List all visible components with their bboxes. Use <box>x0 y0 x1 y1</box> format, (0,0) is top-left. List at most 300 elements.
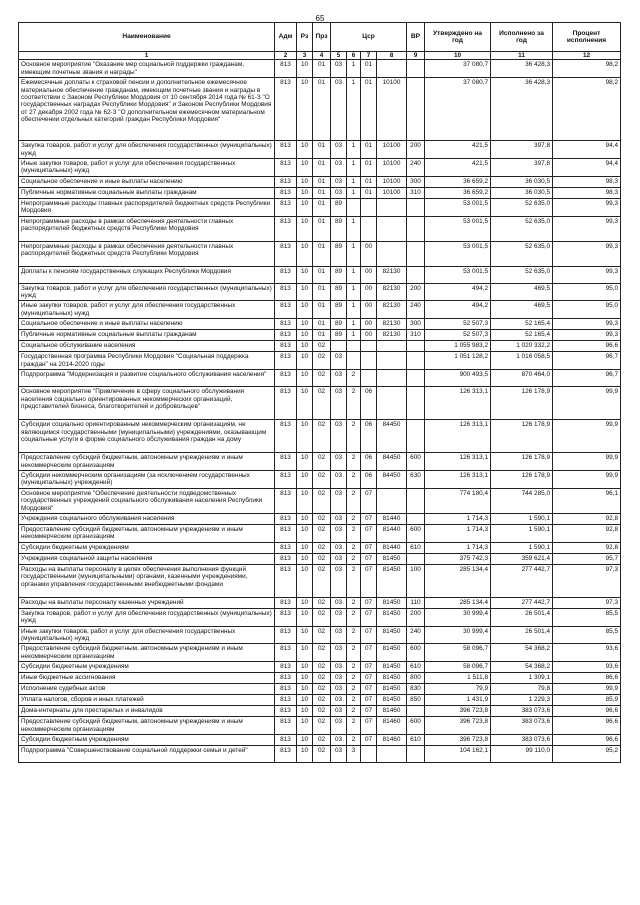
row-fact: 126 178,9 <box>491 387 553 420</box>
row-csr-subprogram <box>347 352 361 370</box>
row-plan: 494,2 <box>425 283 491 301</box>
row-plan: 104 162,1 <box>425 746 491 763</box>
row-csr-event: 01 <box>361 187 377 198</box>
row-csr-subprogram: 2 <box>347 524 361 542</box>
row-prz: 02 <box>313 695 331 706</box>
row-adm: 813 <box>275 553 297 564</box>
row-csr-program: 03 <box>331 706 347 717</box>
row-csr-program: 03 <box>331 644 347 662</box>
table-row <box>19 420 621 453</box>
row-adm: 813 <box>275 695 297 706</box>
row-csr-direction: 81450 <box>377 626 407 644</box>
row-pct: 95,2 <box>553 746 621 763</box>
row-fact: 52 165,4 <box>491 319 553 330</box>
row-adm: 813 <box>275 420 297 453</box>
row-csr-program: 03 <box>331 695 347 706</box>
row-csr-event <box>361 341 377 352</box>
row-rz: 10 <box>297 319 313 330</box>
row-adm: 813 <box>275 673 297 684</box>
row-csr-subprogram: 1 <box>347 266 361 283</box>
row-fact: 36 428,3 <box>491 60 553 78</box>
row-csr-subprogram: 2 <box>347 470 361 488</box>
row-vr: 610 <box>407 662 425 673</box>
row-csr-direction: 81450 <box>377 644 407 662</box>
row-prz: 01 <box>313 266 331 283</box>
row-csr-program: 03 <box>331 141 347 159</box>
row-csr-event: 07 <box>361 644 377 662</box>
row-pct: 92,8 <box>553 513 621 524</box>
row-name: Ежемесячные доплаты к страховой пенсии и дополнительное ежемесячное материальное обеспечение гражданам, имеющим почетные звания и награды в соответствии с Законом Республики Мордовия от 10 сентября 2014 года № 61-З "О государственных наградах Республики Мордовия" и Законом Республики Мордовия от 27 декабря 2002 года № 62-З "О дополнительном ежемесячном материальном обеспечении отдельных категорий граждан Республики Мордовия" <box>19 78 275 141</box>
row-plan: 53 001,5 <box>425 266 491 283</box>
row-name: Субсидии некоммерческим организациям (за исключением государственных (муниципальных) учреждений) <box>19 470 275 488</box>
row-csr-event: 00 <box>361 266 377 283</box>
row-plan: 285 134,4 <box>425 564 491 597</box>
row-pct: 98,3 <box>553 176 621 187</box>
row-fact: 126 178,9 <box>491 420 553 453</box>
row-name: Подпрограмма "Модернизация и развитие социального обслуживания населения" <box>19 370 275 387</box>
row-csr-event <box>361 198 377 216</box>
row-vr <box>407 241 425 266</box>
table-row <box>19 717 621 735</box>
budget-table <box>18 22 621 763</box>
row-adm: 813 <box>275 341 297 352</box>
row-vr <box>407 746 425 763</box>
row-rz: 10 <box>297 597 313 608</box>
row-rz: 10 <box>297 420 313 453</box>
row-csr-direction <box>377 241 407 266</box>
row-csr-program: 03 <box>331 626 347 644</box>
row-pct: 98,2 <box>553 78 621 141</box>
row-prz: 02 <box>313 470 331 488</box>
column-number: 10 <box>425 52 491 60</box>
row-adm: 813 <box>275 470 297 488</box>
row-adm: 813 <box>275 746 297 763</box>
row-csr-program: 03 <box>331 542 347 553</box>
row-pct: 95,7 <box>553 553 621 564</box>
table-row <box>19 330 621 341</box>
column-number: 6 <box>347 52 361 60</box>
header-rz: Рз <box>297 23 313 52</box>
table-row <box>19 159 621 177</box>
row-fact: 79,8 <box>491 684 553 695</box>
row-adm: 813 <box>275 564 297 597</box>
row-plan: 1 714,3 <box>425 542 491 553</box>
row-rz: 10 <box>297 198 313 216</box>
row-prz: 02 <box>313 597 331 608</box>
row-csr-direction: 84450 <box>377 453 407 471</box>
row-csr-event: 07 <box>361 608 377 626</box>
row-plan: 52 507,3 <box>425 330 491 341</box>
row-adm: 813 <box>275 488 297 513</box>
row-prz: 02 <box>313 626 331 644</box>
row-prz: 02 <box>313 644 331 662</box>
row-fact: 1 229,3 <box>491 695 553 706</box>
row-pct: 98,2 <box>553 60 621 78</box>
row-pct: 99,3 <box>553 241 621 266</box>
row-csr-program: 89 <box>331 283 347 301</box>
row-name: Государственная программа Республики Мордовия "Социальная поддержка граждан" на 2014-2020 годы <box>19 352 275 370</box>
row-prz: 02 <box>313 684 331 695</box>
row-csr-event: 07 <box>361 553 377 564</box>
row-csr-event: 01 <box>361 60 377 78</box>
header-csr: Цср <box>331 23 407 52</box>
row-prz: 02 <box>313 524 331 542</box>
row-rz: 10 <box>297 662 313 673</box>
row-csr-program: 89 <box>331 301 347 319</box>
row-vr: 110 <box>407 597 425 608</box>
row-csr-event: 06 <box>361 453 377 471</box>
row-name: Дома-интернаты для престарелых и инвалидов <box>19 706 275 717</box>
row-prz: 01 <box>313 301 331 319</box>
table-row <box>19 513 621 524</box>
row-plan: 396 723,8 <box>425 735 491 746</box>
row-csr-event: 07 <box>361 524 377 542</box>
table-row <box>19 341 621 352</box>
row-csr-program: 89 <box>331 198 347 216</box>
row-fact: 52 635,0 <box>491 266 553 283</box>
row-name: Иные закупки товаров, работ и услуг для обеспечения государственных (муниципальных) нужд <box>19 626 275 644</box>
row-csr-program: 03 <box>331 717 347 735</box>
row-rz: 10 <box>297 241 313 266</box>
row-csr-direction: 10100 <box>377 78 407 141</box>
row-csr-event: 06 <box>361 420 377 453</box>
row-fact: 870 464,0 <box>491 370 553 387</box>
row-name: Предоставление субсидий бюджетным, автономным учреждениям и иным некоммерческим организациям <box>19 453 275 471</box>
column-number: 3 <box>297 52 313 60</box>
row-csr-direction: 81440 <box>377 513 407 524</box>
row-name: Учреждения социальной защиты населения <box>19 553 275 564</box>
row-prz: 02 <box>313 542 331 553</box>
row-rz: 10 <box>297 673 313 684</box>
table-row <box>19 662 621 673</box>
row-prz: 02 <box>313 341 331 352</box>
header-row <box>19 23 621 52</box>
row-vr: 630 <box>407 470 425 488</box>
row-plan: 37 080,7 <box>425 60 491 78</box>
row-vr: 300 <box>407 176 425 187</box>
row-adm: 813 <box>275 159 297 177</box>
row-name: Основное мероприятие "Обеспечение деятельности подведомственных государственных учреждений социального обслуживания населения Республики Мордовия" <box>19 488 275 513</box>
row-fact: 126 178,9 <box>491 453 553 471</box>
row-csr-subprogram: 2 <box>347 608 361 626</box>
table-row <box>19 319 621 330</box>
header-adm: Адм <box>275 23 297 52</box>
row-prz: 01 <box>313 283 331 301</box>
header-pct: Процент исполнения <box>553 23 621 52</box>
row-csr-event: 00 <box>361 330 377 341</box>
row-fact: 54 368,2 <box>491 662 553 673</box>
row-vr: 600 <box>407 453 425 471</box>
row-rz: 10 <box>297 141 313 159</box>
table-row <box>19 387 621 420</box>
row-fact: 1 590,1 <box>491 513 553 524</box>
row-rz: 10 <box>297 341 313 352</box>
row-fact: 1 016 058,5 <box>491 352 553 370</box>
row-plan: 1 051 128,2 <box>425 352 491 370</box>
table-row <box>19 301 621 319</box>
row-csr-direction <box>377 198 407 216</box>
row-csr-direction: 81450 <box>377 564 407 597</box>
row-prz: 02 <box>313 662 331 673</box>
row-csr-program: 03 <box>331 488 347 513</box>
row-pct: 99,9 <box>553 684 621 695</box>
row-csr-direction: 81450 <box>377 553 407 564</box>
row-csr-event: 07 <box>361 684 377 695</box>
row-name: Непрограммные расходы в рамках обеспечения деятельности главных распорядителей бюджетных средств Республики Мордовия <box>19 241 275 266</box>
row-prz: 02 <box>313 673 331 684</box>
row-csr-direction: 10100 <box>377 159 407 177</box>
row-fact: 52 635,0 <box>491 216 553 241</box>
row-plan: 126 313,1 <box>425 420 491 453</box>
row-csr-program: 03 <box>331 597 347 608</box>
table-row <box>19 470 621 488</box>
row-name: Непрограммные расходы в рамках обеспечения деятельности главных распорядителей бюджетных средств Республики Мордовия <box>19 216 275 241</box>
row-vr: 240 <box>407 301 425 319</box>
row-fact: 359 621,4 <box>491 553 553 564</box>
row-adm: 813 <box>275 301 297 319</box>
row-vr <box>407 216 425 241</box>
header-fact: Исполнено за год <box>491 23 553 52</box>
row-fact: 1 590,1 <box>491 542 553 553</box>
row-csr-program: 89 <box>331 319 347 330</box>
row-fact: 277 442,7 <box>491 597 553 608</box>
row-csr-subprogram: 1 <box>347 78 361 141</box>
row-plan: 53 001,5 <box>425 216 491 241</box>
row-vr: 310 <box>407 330 425 341</box>
row-rz: 10 <box>297 746 313 763</box>
row-plan: 1 431,9 <box>425 695 491 706</box>
row-csr-program: 03 <box>331 513 347 524</box>
row-rz: 10 <box>297 542 313 553</box>
row-fact: 383 073,6 <box>491 706 553 717</box>
row-vr <box>407 266 425 283</box>
row-csr-event: 00 <box>361 319 377 330</box>
row-rz: 10 <box>297 216 313 241</box>
row-csr-subprogram: 3 <box>347 746 361 763</box>
row-adm: 813 <box>275 524 297 542</box>
row-csr-event <box>361 352 377 370</box>
row-plan: 774 180,4 <box>425 488 491 513</box>
row-csr-program <box>331 341 347 352</box>
column-number: 4 <box>313 52 331 60</box>
row-name: Социальное обслуживание населения <box>19 341 275 352</box>
row-plan: 900 493,5 <box>425 370 491 387</box>
row-csr-direction: 81450 <box>377 597 407 608</box>
row-rz: 10 <box>297 387 313 420</box>
row-csr-event: 07 <box>361 626 377 644</box>
row-csr-event: 07 <box>361 488 377 513</box>
row-csr-subprogram: 2 <box>347 695 361 706</box>
table-row <box>19 706 621 717</box>
column-number: 5 <box>331 52 347 60</box>
row-fact: 126 178,9 <box>491 470 553 488</box>
row-pct: 85,9 <box>553 695 621 706</box>
row-prz: 02 <box>313 735 331 746</box>
row-fact: 52 635,0 <box>491 241 553 266</box>
row-csr-direction: 81460 <box>377 735 407 746</box>
row-pct: 92,8 <box>553 524 621 542</box>
column-number: 11 <box>491 52 553 60</box>
row-vr: 610 <box>407 735 425 746</box>
row-vr: 830 <box>407 684 425 695</box>
table-row <box>19 78 621 141</box>
row-csr-subprogram: 2 <box>347 488 361 513</box>
row-name: Социальное обеспечение и иные выплаты населению <box>19 176 275 187</box>
table-row <box>19 684 621 695</box>
row-csr-direction: 81450 <box>377 695 407 706</box>
row-fact: 1 590,1 <box>491 524 553 542</box>
row-vr <box>407 387 425 420</box>
row-csr-event: 07 <box>361 735 377 746</box>
row-adm: 813 <box>275 644 297 662</box>
row-adm: 813 <box>275 266 297 283</box>
row-name: Предоставление субсидий бюджетным, автономным учреждениям и иным некоммерческим организациям <box>19 524 275 542</box>
row-csr-program: 03 <box>331 453 347 471</box>
row-csr-direction: 82130 <box>377 330 407 341</box>
row-vr: 240 <box>407 159 425 177</box>
row-pct: 97,3 <box>553 564 621 597</box>
row-prz: 01 <box>313 176 331 187</box>
row-csr-direction: 81460 <box>377 706 407 717</box>
row-rz: 10 <box>297 78 313 141</box>
row-name: Иные бюджетные ассигнования <box>19 673 275 684</box>
row-plan: 421,5 <box>425 141 491 159</box>
row-plan: 53 001,5 <box>425 241 491 266</box>
table-row <box>19 644 621 662</box>
table-row <box>19 564 621 597</box>
row-plan: 375 742,3 <box>425 553 491 564</box>
row-csr-direction: 84450 <box>377 470 407 488</box>
row-plan: 37 080,7 <box>425 78 491 141</box>
row-pct: 99,3 <box>553 198 621 216</box>
row-csr-event: 01 <box>361 159 377 177</box>
table-row <box>19 60 621 78</box>
table-row <box>19 735 621 746</box>
row-prz: 01 <box>313 241 331 266</box>
row-pct: 99,3 <box>553 216 621 241</box>
row-csr-event: 07 <box>361 564 377 597</box>
row-rz: 10 <box>297 370 313 387</box>
row-name: Субсидии бюджетным учреждениям <box>19 735 275 746</box>
row-vr: 610 <box>407 542 425 553</box>
row-prz: 01 <box>313 78 331 141</box>
row-plan: 396 723,8 <box>425 717 491 735</box>
table-row <box>19 352 621 370</box>
table-row <box>19 597 621 608</box>
table-row <box>19 673 621 684</box>
row-vr <box>407 352 425 370</box>
row-csr-program: 03 <box>331 553 347 564</box>
row-name: Предоставление субсидий бюджетным, автономным учреждениям и иным некоммерческим организациям <box>19 717 275 735</box>
row-csr-direction: 82130 <box>377 301 407 319</box>
row-vr: 850 <box>407 695 425 706</box>
row-csr-event: 01 <box>361 78 377 141</box>
row-fact: 469,5 <box>491 301 553 319</box>
table-row <box>19 695 621 706</box>
row-csr-program: 03 <box>331 352 347 370</box>
table-row <box>19 187 621 198</box>
row-rz: 10 <box>297 553 313 564</box>
row-pct: 99,3 <box>553 266 621 283</box>
row-vr <box>407 488 425 513</box>
row-plan: 30 999,4 <box>425 626 491 644</box>
row-csr-program: 03 <box>331 684 347 695</box>
row-name: Предоставление субсидий бюджетным, автономным учреждениям и иным некоммерческим организациям <box>19 644 275 662</box>
row-pct: 93,6 <box>553 662 621 673</box>
row-prz: 01 <box>313 216 331 241</box>
row-rz: 10 <box>297 564 313 597</box>
row-pct: 97,3 <box>553 597 621 608</box>
row-prz: 02 <box>313 453 331 471</box>
table-row <box>19 216 621 241</box>
row-rz: 10 <box>297 488 313 513</box>
header-prz: Прз <box>313 23 331 52</box>
row-csr-event: 07 <box>361 673 377 684</box>
row-fact: 383 073,6 <box>491 735 553 746</box>
row-csr-event <box>361 370 377 387</box>
row-csr-direction <box>377 352 407 370</box>
row-adm: 813 <box>275 176 297 187</box>
row-csr-program: 03 <box>331 470 347 488</box>
row-csr-program: 89 <box>331 216 347 241</box>
table-row <box>19 241 621 266</box>
row-pct: 94,4 <box>553 141 621 159</box>
row-fact: 52 165,4 <box>491 330 553 341</box>
row-pct: 86,6 <box>553 673 621 684</box>
row-rz: 10 <box>297 159 313 177</box>
row-vr <box>407 706 425 717</box>
row-adm: 813 <box>275 187 297 198</box>
row-prz: 01 <box>313 159 331 177</box>
row-name: Закупка товаров, работ и услуг для обеспечения государственных (муниципальных) нужд <box>19 283 275 301</box>
row-fact: 744 285,0 <box>491 488 553 513</box>
row-csr-direction: 81450 <box>377 608 407 626</box>
row-rz: 10 <box>297 735 313 746</box>
row-prz: 01 <box>313 198 331 216</box>
row-adm: 813 <box>275 735 297 746</box>
row-fact: 397,8 <box>491 159 553 177</box>
row-pct: 85,5 <box>553 626 621 644</box>
row-csr-program: 03 <box>331 187 347 198</box>
row-csr-subprogram: 1 <box>347 283 361 301</box>
row-csr-program: 89 <box>331 330 347 341</box>
row-name: Иные закупки товаров, работ и услуг для обеспечения государственных (муниципальных) нужд <box>19 159 275 177</box>
row-fact: 1 020 332,2 <box>491 341 553 352</box>
row-csr-direction: 81450 <box>377 673 407 684</box>
row-rz: 10 <box>297 453 313 471</box>
row-rz: 10 <box>297 187 313 198</box>
row-csr-event: 07 <box>361 706 377 717</box>
row-adm: 813 <box>275 513 297 524</box>
row-prz: 02 <box>313 420 331 453</box>
row-csr-subprogram: 2 <box>347 420 361 453</box>
row-pct: 96,6 <box>553 706 621 717</box>
table-body <box>19 60 621 763</box>
table-row <box>19 141 621 159</box>
row-rz: 10 <box>297 695 313 706</box>
row-csr-event: 07 <box>361 662 377 673</box>
row-csr-direction: 81450 <box>377 662 407 673</box>
row-name: Субсидии бюджетным учреждениям <box>19 542 275 553</box>
row-pct: 96,1 <box>553 488 621 513</box>
row-vr: 310 <box>407 187 425 198</box>
row-csr-subprogram: 2 <box>347 662 361 673</box>
row-csr-subprogram: 2 <box>347 564 361 597</box>
row-csr-subprogram: 2 <box>347 370 361 387</box>
row-name: Доплаты к пенсиям государственных служащих Республики Мордовия <box>19 266 275 283</box>
row-csr-program: 89 <box>331 266 347 283</box>
row-csr-direction: 81440 <box>377 524 407 542</box>
